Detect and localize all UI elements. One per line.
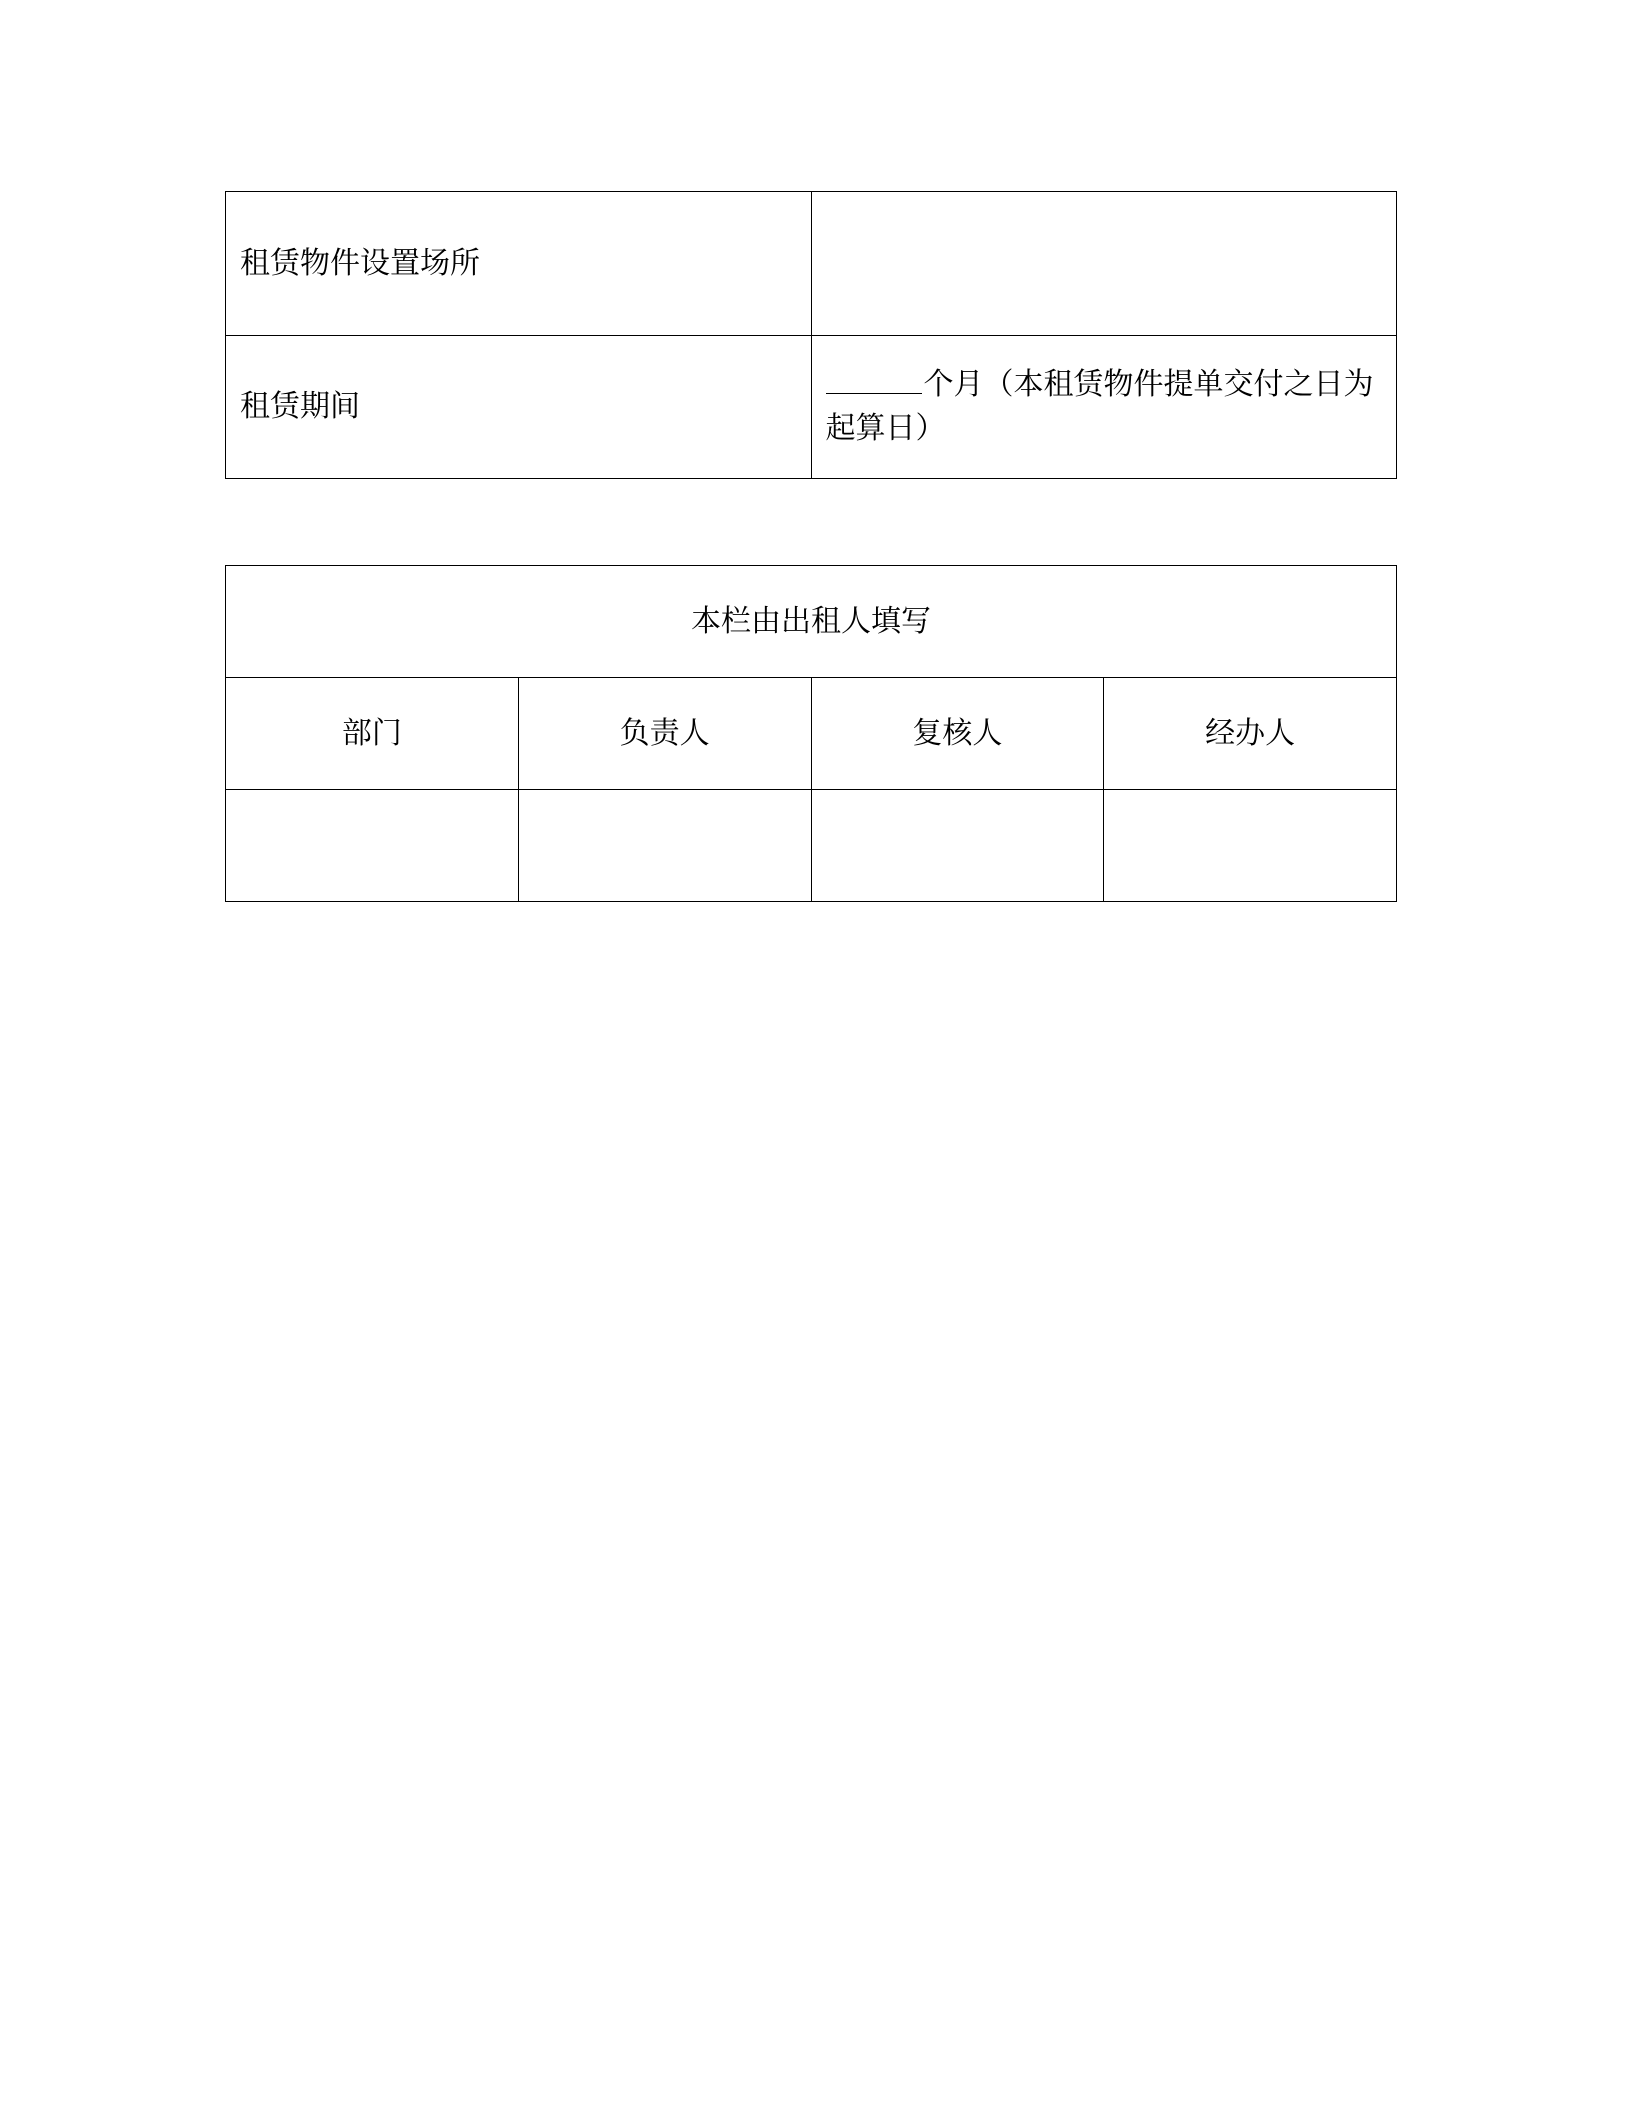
department-signature-field[interactable] bbox=[226, 790, 519, 902]
lease-info-table bbox=[225, 191, 1397, 479]
location-value-field[interactable] bbox=[811, 192, 1397, 336]
column-header-department: 部门 bbox=[226, 678, 519, 790]
lessor-title-row bbox=[226, 566, 1397, 678]
months-blank-field[interactable] bbox=[826, 363, 922, 394]
period-value-text: 个月（本租赁物件提单交付之日为起算日） bbox=[825, 367, 1374, 446]
reviewer-signature-field[interactable] bbox=[811, 790, 1104, 902]
lessor-signature-row bbox=[226, 790, 1397, 902]
location-row bbox=[226, 192, 1397, 336]
lessor-section-table bbox=[225, 565, 1397, 902]
lessor-section-title: 本栏由出租人填写 bbox=[226, 566, 1397, 678]
location-label: 租赁物件设置场所 bbox=[226, 192, 812, 336]
column-header-person-in-charge: 负责人 bbox=[518, 678, 811, 790]
column-header-reviewer: 复核人 bbox=[811, 678, 1104, 790]
period-row bbox=[226, 336, 1397, 479]
handler-signature-field[interactable] bbox=[1104, 790, 1397, 902]
period-value-cell bbox=[811, 336, 1397, 479]
person-in-charge-signature-field[interactable] bbox=[518, 790, 811, 902]
period-value bbox=[826, 363, 1385, 451]
column-header-handler: 经办人 bbox=[1104, 678, 1397, 790]
lessor-header-row bbox=[226, 678, 1397, 790]
period-label: 租赁期间 bbox=[226, 336, 812, 479]
